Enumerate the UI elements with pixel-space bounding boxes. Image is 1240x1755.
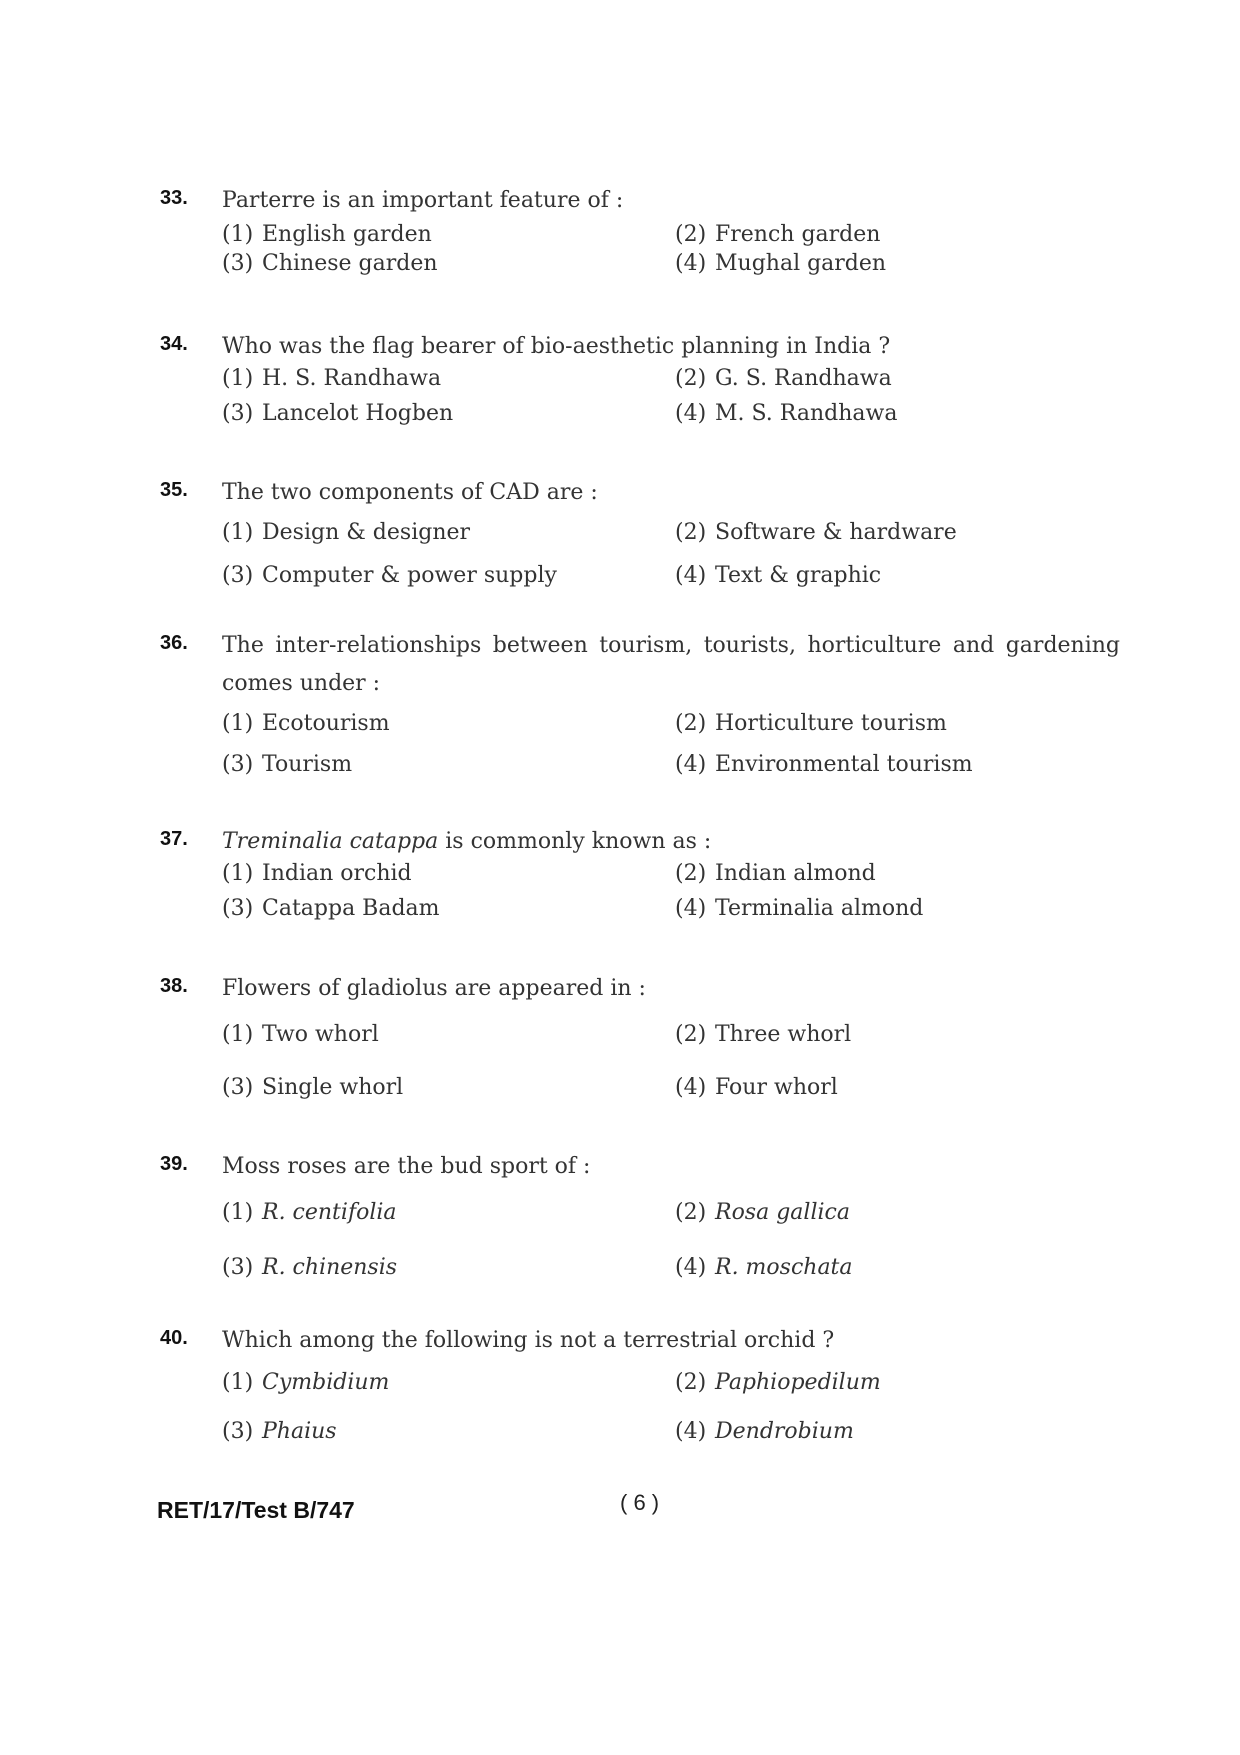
question-text: Which among the following is not a terrestrial orchid ? xyxy=(222,1328,835,1353)
page-number: ( 6 ) xyxy=(620,1490,660,1515)
question-number: 33. xyxy=(160,187,188,209)
option-4: (4) Mughal garden xyxy=(675,251,887,276)
question-35 xyxy=(160,474,1120,588)
question-39 xyxy=(160,1148,1120,1280)
question-text: The inter-relationships between tourism, tourists, horticulture and gardening comes under : xyxy=(222,633,1120,696)
question-40 xyxy=(160,1322,1120,1444)
option-4: (4) Four whorl xyxy=(675,1075,838,1100)
option-2: (2) Paphiopedilum xyxy=(675,1370,881,1395)
option-2: (2) Indian almond xyxy=(675,861,876,886)
option-4: (4) Terminalia almond xyxy=(675,896,924,921)
option-2: (2) G. S. Randhawa xyxy=(675,366,892,391)
question-number: 38. xyxy=(160,975,188,997)
question-33 xyxy=(160,182,1120,276)
question-text: Moss roses are the bud sport of : xyxy=(222,1154,591,1179)
option-3: (3) Chinese garden xyxy=(222,251,438,276)
question-number: 34. xyxy=(160,333,188,355)
test-code: RET/17/Test B/747 xyxy=(157,1497,355,1523)
option-1: (1) R. centifolia xyxy=(222,1200,397,1225)
option-3: (3) R. chinensis xyxy=(222,1255,398,1280)
option-3: (3) Single whorl xyxy=(222,1075,404,1100)
option-1: (1) H. S. Randhawa xyxy=(222,366,442,391)
option-3: (3) Computer & power supply xyxy=(222,563,557,588)
option-4: (4) Text & graphic xyxy=(675,563,882,588)
option-3: (3) Lancelot Hogben xyxy=(222,401,454,426)
question-number: 35. xyxy=(160,479,188,501)
species-name: Treminalia catappa xyxy=(222,829,439,854)
option-1: (1) Indian orchid xyxy=(222,861,412,886)
option-2: (2) Horticulture tourism xyxy=(675,711,947,736)
option-1: (1) English garden xyxy=(222,222,432,247)
question-34 xyxy=(160,328,1120,426)
option-2: (2) French garden xyxy=(675,222,881,247)
question-36 xyxy=(160,627,1120,777)
option-4: (4) Dendrobium xyxy=(675,1419,854,1444)
question-number: 39. xyxy=(160,1153,188,1175)
option-1: (1) Cymbidium xyxy=(222,1370,390,1395)
question-text: Treminalia catappa is commonly known as : xyxy=(222,829,712,854)
option-4: (4) Environmental tourism xyxy=(675,752,973,777)
question-number: 37. xyxy=(160,828,188,850)
option-1: (1) Design & designer xyxy=(222,520,471,545)
option-2: (2) Three whorl xyxy=(675,1022,852,1047)
option-2: (2) Software & hardware xyxy=(675,520,957,545)
question-number: 40. xyxy=(160,1327,188,1349)
option-3: (3) Tourism xyxy=(222,752,353,777)
option-1: (1) Two whorl xyxy=(222,1022,379,1047)
option-4: (4) R. moschata xyxy=(675,1255,853,1280)
option-1: (1) Ecotourism xyxy=(222,711,390,736)
option-3: (3) Catappa Badam xyxy=(222,896,440,921)
question-number: 36. xyxy=(160,632,188,654)
question-text: The two components of CAD are : xyxy=(222,480,598,505)
question-text: Parterre is an important feature of : xyxy=(222,188,624,213)
question-text: Flowers of gladiolus are appeared in : xyxy=(222,976,646,1001)
question-38 xyxy=(160,970,1120,1100)
question-37 xyxy=(160,823,1120,921)
option-4: (4) M. S. Randhawa xyxy=(675,401,898,426)
option-3: (3) Phaius xyxy=(222,1419,337,1444)
question-text: Who was the flag bearer of bio-aesthetic planning in India ? xyxy=(222,334,891,359)
option-2: (2) Rosa gallica xyxy=(675,1200,850,1225)
